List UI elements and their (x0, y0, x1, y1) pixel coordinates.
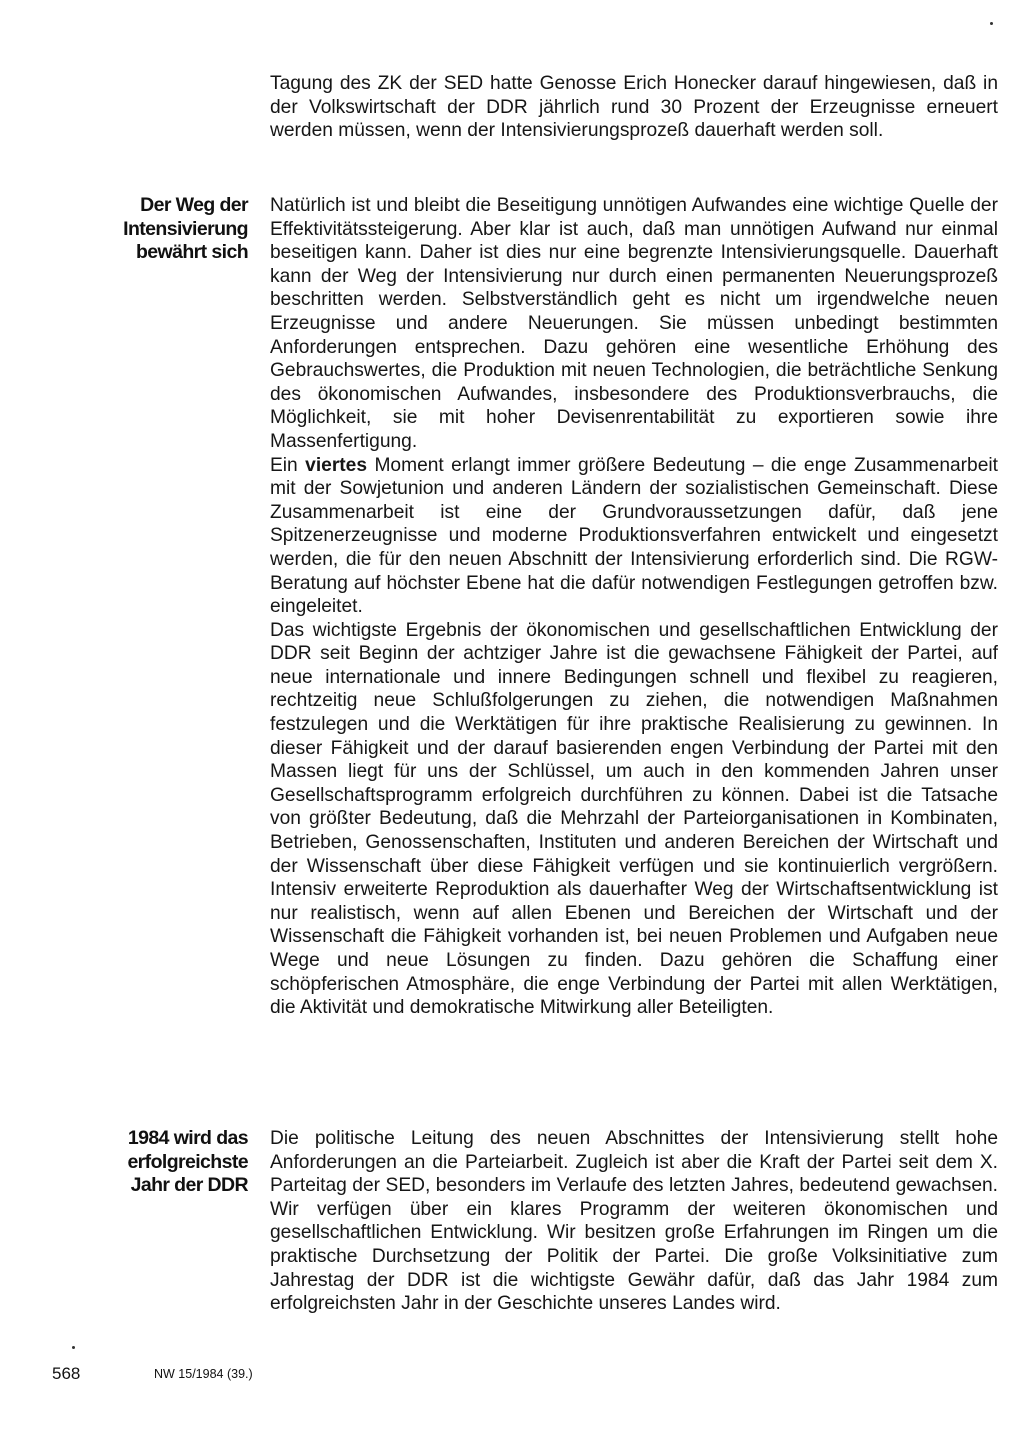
body-paragraph: Die politische Leitung des neuen Abschnittes der Intensivierung stellt hohe Anforderungen an die Parteiarbeit. Zugleich ist aber die Kraft der Partei seit dem X. Parteitag der SED, besonders im Verlaufe des letzten Jahres, bedeutend gewachsen. Wir verfügen über ein klares Programm der weiteren ökonomischen und gesellschaftlichen Entwicklung. Wir besitzen große Erfahrungen im Ringen um die praktische Durchsetzung der Politik der Partei. Die große Volksinitiative zum Jahrestag der DDR ist die wichtigste Gewähr dafür, daß das Jahr 1984 zum erfolgreichsten Jahr in der Geschichte unseres Landes wird. (270, 1128, 998, 1315)
heading-line: erfolgreichste (127, 1150, 248, 1173)
heading-line: Intensivierung (123, 217, 248, 240)
scan-speck (72, 1346, 75, 1349)
intro-paragraph: Tagung des ZK der SED hatte Genosse Erich Honecker darauf hingewiesen, daß in der Volkswirtschaft der DDR jährlich rund 30 Prozent der Erzeugnisse erneuert werden müssen, wenn der Intensivierungsprozeß dauerhaft werden soll. (270, 73, 998, 142)
heading-line: Jahr der DDR (130, 1174, 248, 1197)
margin-heading-weg-der-intensivierung (96, 194, 248, 265)
heading-line: bewährt sich (136, 241, 248, 264)
body-paragraph: Natürlich ist und bleibt die Beseitigung unnötigen Aufwandes eine wichtige Quelle der Effektivitätssteigerung. Aber klar ist auch, daß man unnötigen Aufwand nur einmal beseitigen kann. Daher ist dies nur eine begrenzte Intensivierungsquelle. Dauerhaft kann der Weg der Intensivierung nur durch einen permanenten Neuerungsprozeß beschritten werden. Selbstverständlich geht es nicht um irgendwelche neuen Erzeugnisse und andere Neuerungen. Sie müssen unbedingt bestimmten Anforderungen entsprechen. Dazu gehören eine wesentliche Erhöhung des Gebrauchswertes, die Produktion mit neuen Technologien, die beträchtliche Senkung des ökonomischen Aufwandes, insbesondere des Produktionsverbrauchs, die Möglichkeit, sie mit hoher Devisenrentabilität zu exportieren sowie ihre Massenfertigung. (270, 195, 998, 452)
section-body-weg-der-intensivierung (270, 194, 998, 1020)
page-number: 568 (52, 1364, 81, 1383)
margin-heading-1984-erfolgreichste-jahr (96, 1127, 248, 1198)
scan-speck (990, 22, 993, 25)
intro-block (270, 72, 998, 143)
paragraph-lead: Ein (270, 454, 306, 476)
issue-reference: NW 15/1984 (39.) (154, 1367, 253, 1381)
heading-line: Der Weg der (140, 194, 248, 216)
section-body-1984 (270, 1127, 998, 1316)
heading-line: 1984 wird das (127, 1127, 248, 1149)
paragraph-rest: Moment erlangt immer größere Bedeutung – die enge Zusammenarbeit mit der Sowjetunion und anderen Ländern der sozialistischen Gemeinschaft. Diese Zusammenarbeit ist eine der Grundvoraussetzungen dafür, daß jene Spitzenerzeugnisse und moderne Produktionsverfahren entwickelt und eingesetzt werden, die für den neuen Abschnitt der Intensivierung erforderlich sind. Die RGW-Beratung auf höchster Ebene hat die dafür notwendigen Festlegungen getroffen bzw. eingeleitet. (270, 454, 998, 618)
body-paragraph (270, 454, 998, 619)
body-paragraph: Das wichtigste Ergebnis der ökonomischen und gesellschaftlichen Entwicklung der DDR seit Beginn der achtziger Jahre ist die gewachsene Fähigkeit der Partei, auf neue internationale und innere Bedingungen schnell und flexibel zu reagieren, rechtzeitig neue Schlußfolgerungen zu ziehen, die notwendigen Maßnahmen festzulegen und die Werktätigen für ihre praktische Realisierung zu gewinnen. In dieser Fähigkeit und der darauf basierenden engen Verbindung der Partei mit den Massen liegt für uns der Schlüssel, um auch in den kommenden Jahren unser Gesellschaftsprogramm erfolgreich durchführen zu können. Dabei ist die Tatsache von größter Bedeutung, daß die Mehrzahl der Parteiorganisationen in Kombinaten, Betrieben, Genossenschaften, Instituten und anderen Bereichen der Wirtschaft und der Wissenschaft über diese Fähigkeit verfügen und sie kontinuierlich vergrößern. Intensiv erweiterte Reproduktion als dauerhafter Weg der Wirtschaftsentwicklung ist nur realistisch, wenn auf allen Ebenen und Bereichen der Wirtschaft und der Wissenschaft die Fähigkeit vorhanden ist, bei neuen Problemen und Aufgaben neue Wege und neue Lösungen zu finden. Dazu gehören die Schaffung einer schöpferischen Atmosphäre, die enge Verbindung der Partei mit allen Werktätigen, die Aktivität und demokratische Mitwirkung aller Beteiligten. (270, 619, 998, 1019)
emphasis-word: viertes (305, 454, 368, 476)
